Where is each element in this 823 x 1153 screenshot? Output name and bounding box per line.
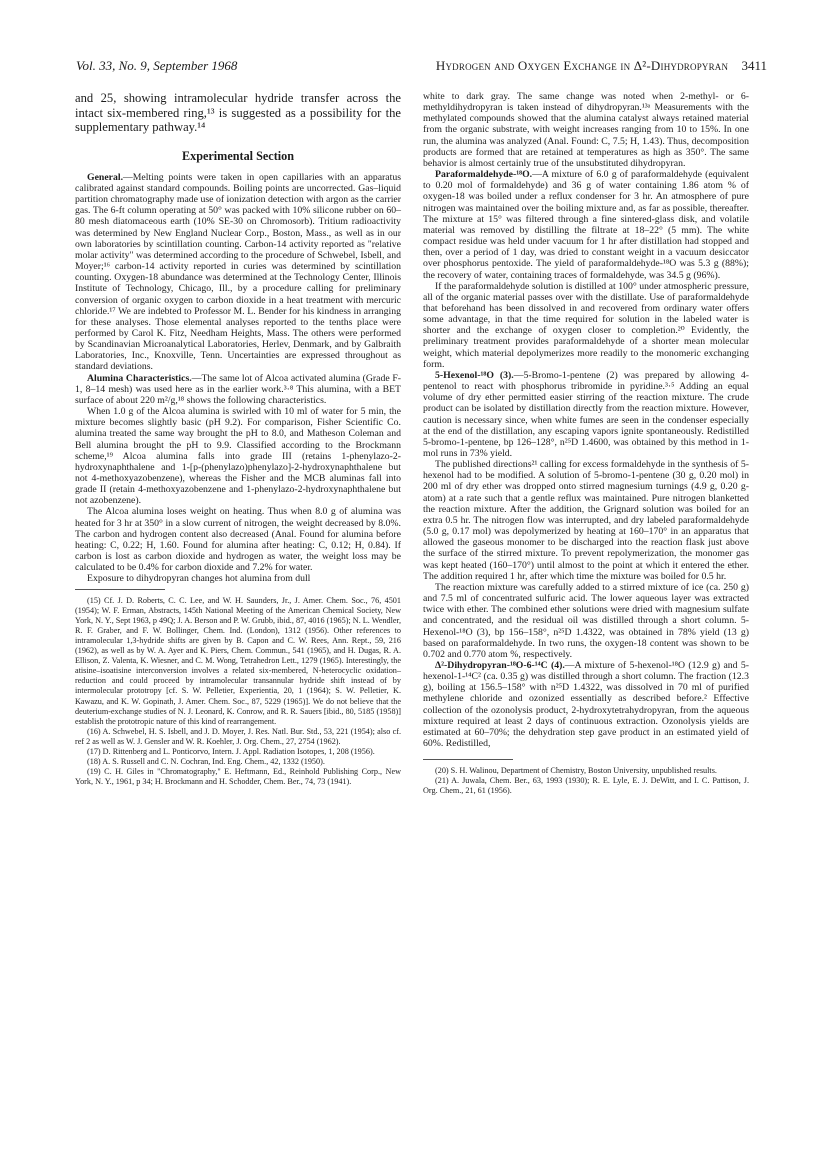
journal-volume-issue: Vol. 33, No. 9, September 1968 — [76, 58, 238, 73]
dihydropyran-paragraph — [423, 660, 749, 749]
hexenol-text: —5-Bromo-1-pentene (2) was prepared by allowing 4-pentenol to react with phosphorus tribromide in pyridine.³·⁵ Adding an equal volume of dry ether permitted easier stirring of the reaction mixture. The crude product can be isolated by distillation directly from the reaction mixture. However, caution is necessary since, when white fumes are seen in the condenser especially at the end of the distillation, any escaping vapors ignite spontaneously. Redistilled 5-bromo-1-pentene, bp 126–128°, n²⁵D 1.4600, was obtained by this method in 1-mol runs in 73% yield. — [423, 369, 749, 459]
paraformaldehyde-paragraph — [423, 169, 749, 281]
alumina-text: —The same lot of Alcoa activated alumina (Grade F-1, 8–14 mesh) was used here as in the earlier work.³·⁸ This alumina, with a BET surface of about 220 m²/g,¹⁸ shows the following characteristics. — [75, 372, 401, 406]
running-title: Hydrogen and Oxygen Exchange in Δ²-Dihydropyran — [435, 58, 729, 73]
section-title: Experimental Section — [181, 148, 295, 163]
footnote-rule-right — [423, 759, 513, 760]
general-label: General. — [87, 171, 124, 183]
paraformaldehyde-text: —A mixture of 6.0 g of paraformaldehyde (equivalent to 0.20 mol of formaldehyde) and 36 g of water containing 1.86 atom % of oxygen-18 was boiled under a reflux condenser for 3 hr. An atmosphere of pure nitrogen was maintained over the boiling mixture and, as far as possible, thereafter. The mixture at 15° was filtered through a fine sintered-glass disk, and volatile material was removed by distilling the filtrate at 18–22° (5 mm). The white compact residue was held under vacuum for 1 hr after distillation had stopped and then, over a period of 1 day, was dried to constant weight in a vacuum desiccator over phosphorus pentoxide. The yield of paraformaldehyde-¹⁸O was 5.3 g (88%); the recovery of water, containing traces of formaldehyde, was 34.5 g (96%). — [423, 169, 749, 281]
paraformaldehyde-label: Paraformaldehyde-¹⁸O. — [435, 169, 533, 181]
running-title-block — [436, 58, 767, 74]
alumina-paragraph — [75, 373, 401, 406]
dihydropyran-label: Δ²-Dihydropyran-¹⁸O-6-¹⁴C (4). — [435, 659, 565, 671]
exposure-paragraph: Exposure to dihydropyran changes hot alumina from dull — [87, 573, 311, 585]
footnote-19: (19) C. H. Giles in "Chromatography," E. Heftmann, Ed., Reinhold Publishing Corp., New York, N. Y., 1961, p 34; H. Brockmann and H. Schodder, Chem. Ber., 74, 73 (1941). — [75, 767, 401, 787]
reaction-paragraph: The reaction mixture was carefully added to a stirred mixture of ice (ca. 250 g) and 7.5 ml of concentrated sulfuric acid. The lower aqueous layer was extracted twice with ether. The combined ether solutions were dried with magnesium sulfate and concentrated, and the residual oil was distilled through a short column. 5-Hexenol-¹⁸O (3), bp 156–158°, n²⁵D 1.4322, was obtained in 78% yield (13 g) based on paraformaldehyde. In two runs, the oxygen-18 content was shown to be 0.702 and 0.770 atom %, respectively. — [423, 581, 749, 660]
footnotes-left — [75, 596, 401, 788]
page-number: 3411 — [741, 58, 767, 73]
left-column — [75, 91, 401, 787]
intro-paragraph: and 25, showing intramolecular hydride transfer across the intact six-membered ring,¹³ is suggested as a possibility for the supplementary pathway.¹⁴ — [75, 91, 401, 135]
gray-paragraph: white to dark gray. The same change was noted when 2-methyl- or 6-methyldihydropyran is taken instead of dihydropyran.¹³ᵃ Measurements with the methylated compounds showed that the alumina catalyst always retained material from the organic substrate, with weight increases ranging from 10 to 15%. In one run, the alumina was analyzed (Anal. Found: C, 7.5; H, 1.43). Thus, decomposition products are formed that are retained at temperatures as high as 350°. The same behavior is almost certainly true of the unsubstituted dihydropyran. — [423, 91, 749, 169]
hexenol-paragraph — [423, 370, 749, 459]
footnote-18: (18) A. S. Russell and C. N. Cochran, Ind. Eng. Chem., 42, 1332 (1950). — [87, 757, 325, 767]
footnote-15: (15) Cf. J. D. Roberts, C. C. Lee, and W. H. Saunders, Jr., J. Amer. Chem. Soc., 76, 4501 (1954); W. F. Erman, Abstracts, 145th National Meeting of the American Chemical Society, New York, N. Y., Sept 1963, p 49Q; J. A. Berson and P. W. Grubb, ibid., 87, 4016 (1965); N. L. Wendler, R. F. Graber, and F. W. Bollinger, Chem. Ind. (London), 1312 (1956). Other references to intramolecular 1,3-hydride shifts are given by B. Capon and C. W. Rees, Ann. Rept., 59, 216 (1962), as well as by W. A. Ayer and K. Piers, Chem. Commun., 541 (1965), and H. Dugas, R. A. Ellison, Z. Valenta, K. Wiesner, and C. M. Wong, Tetrahedron Lett., 1279 (1965). Interestingly, the atisine–isoatisine interconversion involves a related six-membered, N-heterocyclic oxidation–reduction and could proceed by intramolecular transannular hydride shift instead of by intermolecular prototropy [cf. S. W. Pelletier, Experientia, 20, 1 (1964); S. W. Pelletier, K. Kawazu, and K. W. Gopinath, J. Amer. Chem. Soc., 87, 5229 (1965)]. We do not believe that the deuterium-exchange studies of N. J. Leonard, K. Conrow, and R. R. Sauers [ibid., 80, 5185 (1958)] establish the prototropic nature of this kind of rearrangement. — [75, 595, 401, 726]
general-paragraph — [75, 172, 401, 373]
right-column — [423, 91, 749, 797]
running-head — [76, 58, 767, 78]
weight-loss-paragraph: The Alcoa alumina loses weight on heating. Thus when 8.0 g of alumina was heated for 3 hr at 350° in a slow current of nitrogen, the weight decreased by 8.0%. The carbon and hydrogen content also decreased (Anal. Found for alumina before heating: C, 0.22; H, 1.60. Found for alumina after heating: C, 0.12; H, 0.84). If carbon is lost as carbon dioxide and hydrogen as water, the weight loss may be calculated to be 0.4% for carbon dioxide and 7.2% for water. — [75, 506, 401, 574]
footnote-16: (16) A. Schwebel, H. S. Isbell, and J. D. Moyer, J. Res. Natl. Bur. Std., 53, 221 (1954); also cf. ref 2 as well as W. J. Gensler and W. R. Koehler, J. Org. Chem., 27, 2754 (1962). — [75, 726, 401, 746]
alumina-label: Alumina Characteristics. — [87, 372, 192, 384]
footnotes-right — [423, 766, 749, 796]
dihydropyran-text: —A mixture of 5-hexenol-¹⁸O (12.9 g) and 5-hexenol-1-¹⁴C² (ca. 0.35 g) was distilled through a short column. The fraction (12.3 g), boiling at 156.5–158° with n²⁵D 1.4322, was dissolved in 70 ml of purified methylene chloride and ozonized essentially as described before.² Effective collection of the ozonolysis product, 2-hydroxytetrahydropyran, from the aqueous mixture required at least 2 days of continuous extraction. Ozonolysis yields are estimated at 60–70%; the dehydration step gave product in an estimated yield of 60%. Redistilled, — [423, 659, 749, 750]
ph-paragraph: When 1.0 g of the Alcoa alumina is swirled with 10 ml of water for 5 min, the mixture becomes slightly basic (pH 9.2). For comparison, Fisher Scientific Co. alumina treated the same way brought the pH to 8.0, and Matheson Coleman and Bell alumina brought the pH to 9.9. Classified according to the Brockmann scheme,¹⁹ Alcoa alumina falls into grade III (retains 1-phenylazo-2-hydroxynaphthalene and 1-[p-(phenylazo)phenylazo]-2-hydroxynaphthalene but not 4-methoxyazobenzene), whereas the Fisher and the MCB aluminas fall into grade II (retain 4-methoxyazobenzene and 1-phenylazo-2-hydroxynaphthalene but not azobenzene). — [75, 406, 401, 507]
footnote-20: (20) S. H. Walinou, Department of Chemistry, Boston University, unpublished results. — [435, 766, 717, 776]
footnote-17: (17) D. Rittenberg and L. Ponticorvo, Intern. J. Appl. Radiation Isotopes, 1, 208 (1956). — [87, 746, 375, 756]
footnote-21: (21) A. Juwala, Chem. Ber., 63, 1993 (1930); R. E. Lyle, E. J. DeWitt, and I. C. Pattison, J. Org. Chem., 21, 61 (1956). — [423, 776, 749, 796]
footnote-rule — [75, 589, 165, 590]
directions-paragraph: The published directions²¹ calling for excess formaldehyde in the synthesis of 5-hexenol had to be modified. A solution of 5-bromo-1-pentene (30 g, 0.20 mol) in 200 ml of dry ether was dropped onto stirred magnesium turnings (4.9 g, 0.20 g-atom) at a rate such that a gentle reflux was maintained. Pure nitrogen blanketted the reaction mixture. After the addition, the Grignard solution was boiled for an extra 0.5 hr. The nitrogen flow was interrupted, and dry labeled paraformaldehyde (5.0 g, 0.17 mol) was depolymerized by heating at 160–170° in an apparatus that allowed the gaseous monomer to be discharged into the reaction flask just above the surface of the stirred mixture. To prevent repolymerization, the monomer gas was kept heated (160–170°) until almost to the point at which it entered the ether. The addition required 1 hr, after which time the mixture was boiled for 0.5 hr. — [423, 459, 749, 582]
hexenol-label: 5-Hexenol-¹⁸O (3). — [435, 369, 514, 381]
distillation-paragraph: If the paraformaldehyde solution is distilled at 100° under atmospheric pressure, all of the organic material passes over with the distillate. Use of paraformaldehyde that beforehand has been dissolved in and recovered from ordinary water offers some advantage, in that the time required for solution in the labeled water is shorter and the exchange of oxygen closer to completion.²⁰ Evidently, the preliminary treatment provides paraformaldehyde of a shorter mean molecular weight, which material depolymerizes more readily to the monomeric exchanging form. — [423, 280, 749, 370]
general-text: —Melting points were taken in open capillaries with an apparatus calibrated against standard compounds. Boiling points are uncorrected. Gas–liquid partition chromatography made use of ionization detection with argon as the carrier gas. The 6-ft column operating at 50° was packed with 10% silicone rubber on 60–80 mesh diatomaceous earth (10% SE-30 on Chromosorb). Tritium radioactivity was determined by New England Nuclear Corp., Boston, Mass., as well as in our own laboratories by scintillation counting. Carbon-14 activity reported as "relative molar activity" was determined according to the procedure of Schwebel, Isbell, and Moyer;¹⁶ carbon-14 activity reported in curies was determined by scintillation counting. Oxygen-18 abundance was determined at the Technology Center, Illinois Institute of Technology, Chicago, Ill., by a procedure calling for preliminary conversion of organic oxygen to carbon dioxide in a heat treatment with mercuric chloride.¹⁷ We are indebted to Professor M. L. Bender for his kindness in arranging for these analyses. Those elemental analyses reported to the tenths place were performed by Carol K. Fitz, Needham Heights, Mass. The others were performed by Scandinavian Microanalytical Laboratories, Herlev, Denmark, and by Galbraith Laboratories, Inc., Knoxville, Tenn. Uncertainties are expressed throughout as standard deviations. — [75, 171, 401, 373]
